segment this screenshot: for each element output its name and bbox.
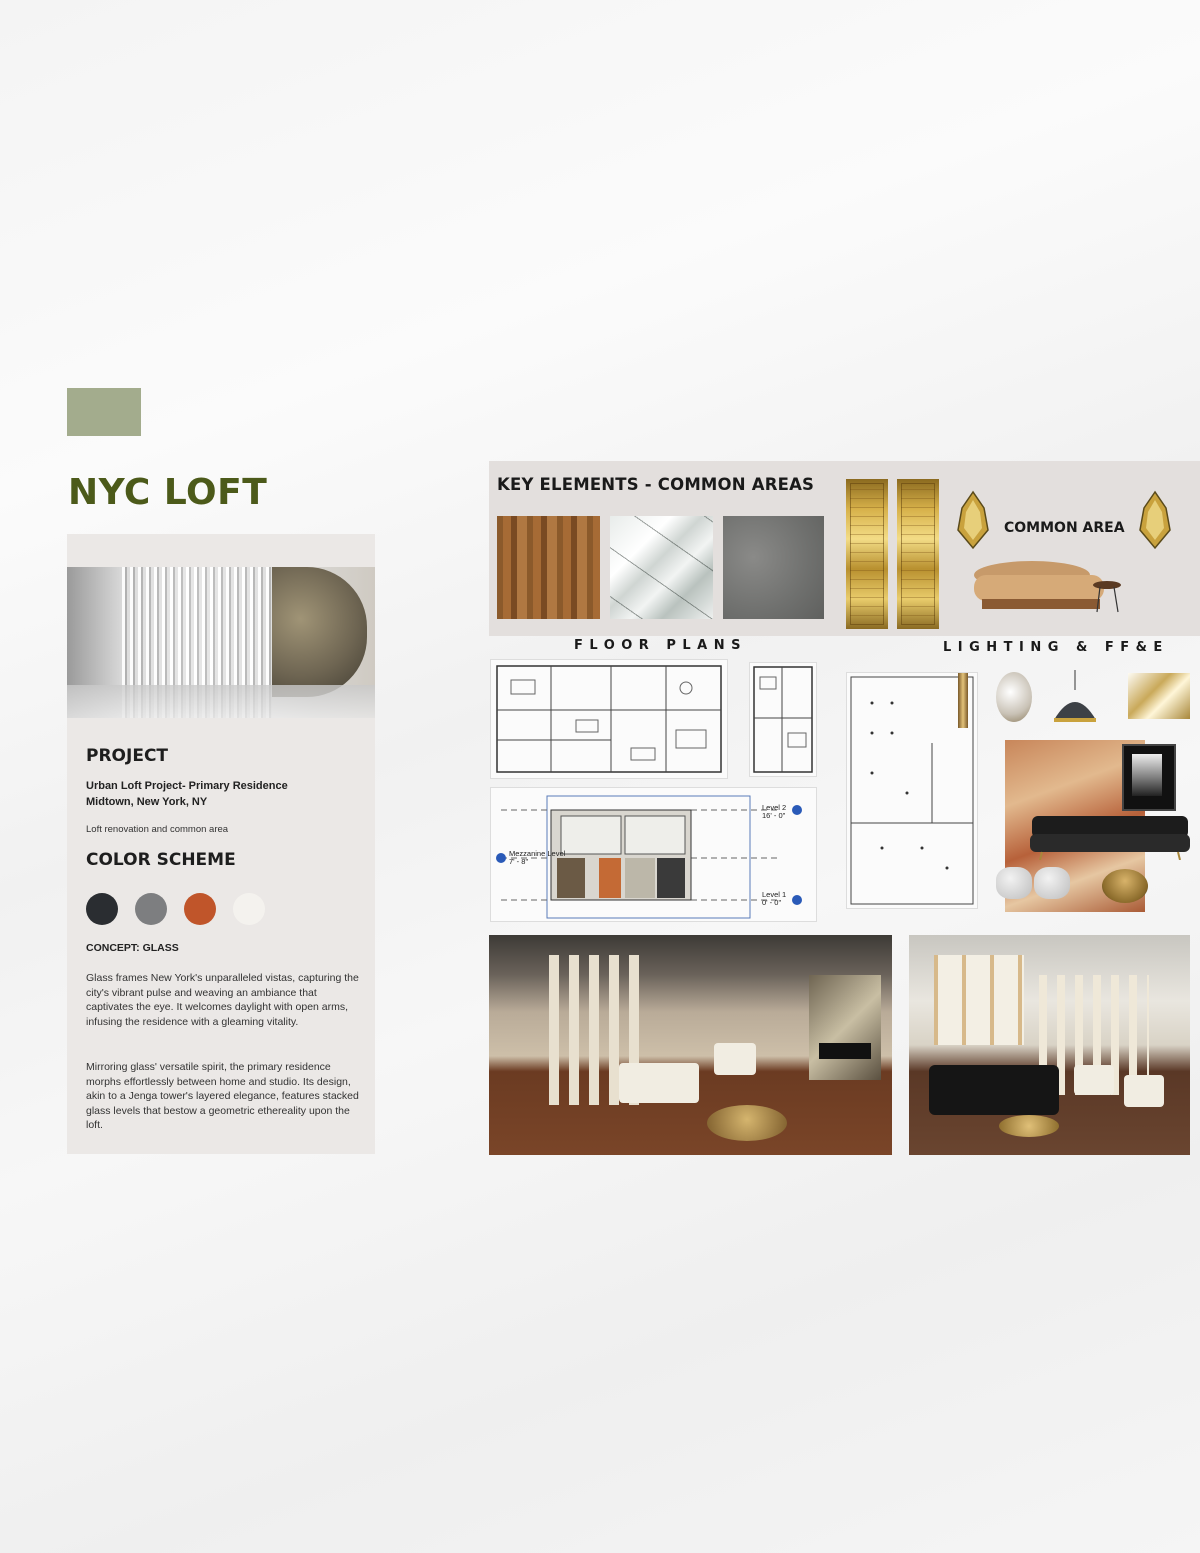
common-area-label: COMMON AREA [1004,520,1125,536]
project-name: Urban Loft Project- Primary Residence [86,780,288,792]
black-leather-sofa-image [1030,812,1190,860]
level-2-elevation: 16' - 0" [762,811,786,820]
concrete-sample [723,516,824,619]
mezzanine-elevation: 7' - 8" [509,857,529,866]
project-note: Loft renovation and common area [86,824,229,835]
pendant-light-image [1050,670,1100,726]
window-wall [934,955,1024,1045]
white-cube-chair-left [1074,1065,1114,1095]
level-1-name: Level 1 [762,890,787,899]
framed-art-image [1122,744,1176,811]
lighting-title: LIGHTING & FF&E [943,640,1169,655]
mezzanine-label [509,850,565,866]
project-location: Midtown, New York, NY [86,796,208,808]
brass-side-table [999,1115,1059,1137]
project-heading: PROJECT [86,746,169,766]
marble-sample [610,516,713,619]
deco-sconce-left [956,490,990,550]
render-studio-area [909,935,1190,1155]
section-drawing [490,787,817,922]
mezzanine-name: Mezzanine Level [509,849,566,858]
render-living-room [489,935,892,1155]
gold-door-panel-left [846,479,888,629]
fireplace-surround [809,975,881,1080]
wood-floor-sample [497,516,600,619]
concept-heading: CONCEPT: GLASS [86,942,179,954]
concept-paragraph-1: Glass frames New York's unparalleled vistas, capturing the city's vibrant pulse and weaving an ambiance that captivates the eye. It welcomes daylight with open arms, infusing the residence with a gleaming vitality. [86,972,359,1028]
round-brass-table [707,1105,787,1141]
color-dot-gray [135,893,167,925]
brass-coffee-table-image [1102,869,1148,903]
level-2-label [762,804,786,820]
white-cube-chair-right [1124,1075,1164,1107]
gold-door-panel-right [897,479,939,629]
level-1-label [762,891,786,907]
white-loveseat [619,1063,699,1103]
fireplace-insert [819,1043,871,1059]
reflective-surface [67,685,375,718]
color-dot-cream [233,893,265,925]
level-1-elevation: 0' - 0" [762,898,782,907]
floor-plan-upper [749,662,817,777]
concept-paragraph-2: Mirroring glass' versatile spirit, the primary residence morphs effortlessly between home and studio. Its design, akin to a Jenga tower's layered elegance, features stacked glass levels that bestow a geometric ethereality upon the loft. [86,1061,359,1131]
swivel-chair-right-image [1034,867,1070,899]
accent-swatch [67,388,141,436]
level-2-name: Level 2 [762,803,787,812]
color-dot-rust [184,893,216,925]
white-armchair [714,1043,756,1075]
tan-sofa-image [972,557,1122,617]
swivel-chair-left-image [996,867,1032,899]
glass-sconce-image [996,672,1032,722]
key-elements-title: KEY ELEMENTS - COMMON AREAS [497,475,815,494]
black-sofa [929,1065,1059,1115]
deco-sconce-right [1138,490,1172,550]
color-scheme-heading: COLOR SCHEME [86,850,236,870]
color-dot-charcoal [86,893,118,925]
wall-sconce-image [958,673,968,728]
floor-plans-title: FLOOR PLANS [574,638,747,653]
sphere-object [272,567,367,697]
floor-plan-main [490,659,728,779]
framed-art-photo [1132,754,1162,796]
crystal-flush-mount-image [1128,673,1190,719]
page-title: NYC LOFT [68,472,268,513]
glass-concept-image [67,567,375,718]
